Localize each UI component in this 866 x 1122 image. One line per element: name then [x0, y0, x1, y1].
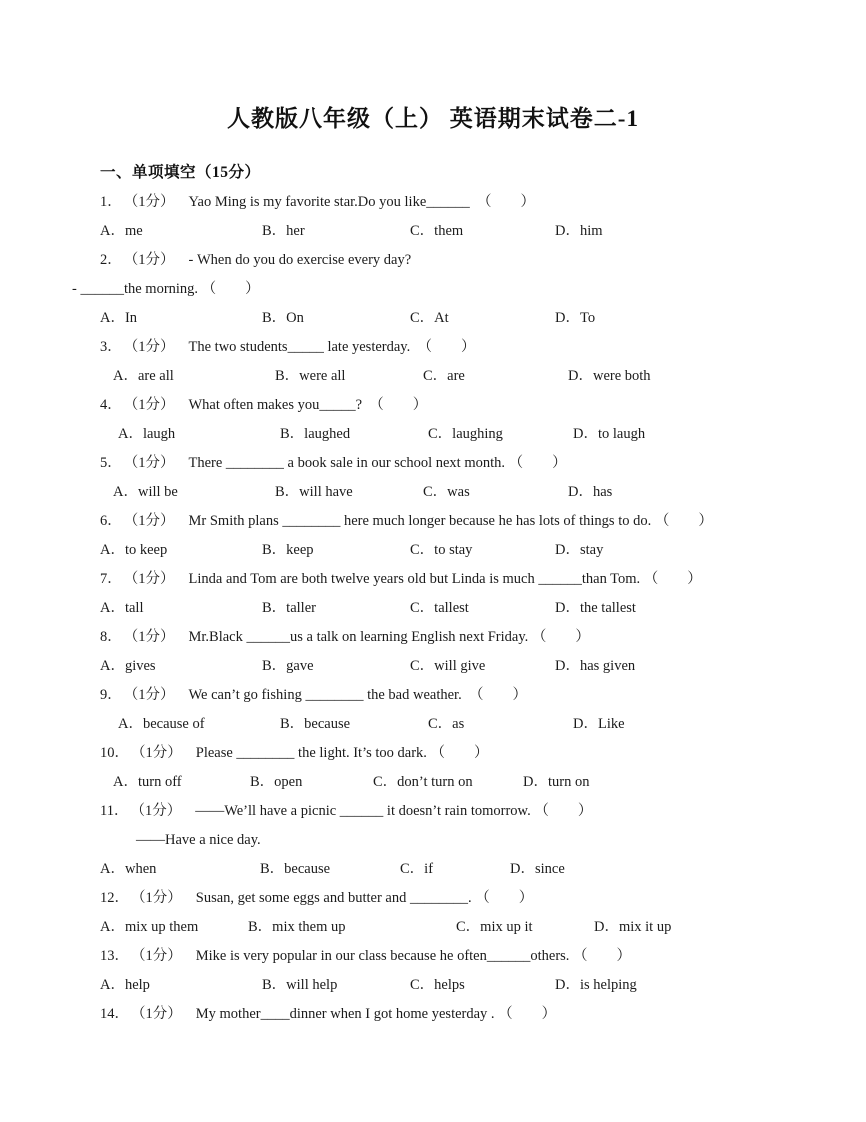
question-text: Yao Ming is my favorite star.Do you like______ （ ） [188, 194, 536, 210]
question-text: Please ________ the light. It’s too dark. （ ） [195, 745, 489, 761]
option-b: B．taller [262, 600, 316, 616]
option-a: A．gives [100, 658, 156, 674]
option-b: B．open [250, 774, 303, 790]
section-heading: 一、单项填空（15分） [100, 164, 261, 181]
question-number: 3． [100, 339, 122, 355]
question-11-stem-line2: ——Have a nice day. [136, 832, 261, 848]
option-a: A．laugh [118, 426, 176, 442]
question-text: Mr.Black ______us a talk on learning English next Friday. （ ） [188, 629, 590, 645]
question-text: There ________ a book sale in our school next month. （ ） [188, 455, 567, 471]
question-text: Susan, get some eggs and butter and ________. （ ） [195, 890, 534, 906]
question-number: 5． [100, 455, 122, 471]
question-text: We can’t go fishing ________ the bad weather. （ ） [188, 687, 527, 703]
option-a: A．tall [100, 600, 144, 616]
question-number: 4． [100, 397, 122, 413]
question-7-options [100, 599, 802, 617]
option-d: D．him [555, 223, 603, 239]
question-6-stem [100, 512, 802, 530]
question-9-stem [100, 686, 802, 704]
question-number: 6． [100, 513, 122, 529]
option-d: D．the tallest [555, 600, 636, 616]
option-b: B．because [280, 716, 351, 732]
question-score: （1分） [130, 803, 182, 819]
question-score: （1分） [123, 194, 175, 210]
question-text: Linda and Tom are both twelve years old but Linda is much ______than Tom. （ ） [188, 571, 702, 587]
question-list [72, 193, 802, 1023]
question-13 [100, 947, 802, 994]
question-3-stem [100, 338, 802, 356]
question-4-stem [100, 396, 802, 414]
option-a: A．help [100, 977, 150, 993]
question-6-options [100, 541, 802, 559]
option-d: D．were both [568, 368, 651, 384]
option-c: C．don’t turn on [373, 774, 473, 790]
question-text: Mike is very popular in our class because he often______others. （ ） [195, 948, 632, 964]
question-4-options [100, 425, 802, 443]
question-10-stem [100, 744, 802, 762]
question-12-stem [100, 889, 802, 907]
option-b: B．will help [262, 977, 338, 993]
question-text: - When do you do exercise every day? [188, 252, 412, 268]
option-c: C．tallest [410, 600, 469, 616]
question-text: ——We’ll have a picnic ______ it doesn’t rain tomorrow. （ ） [195, 803, 593, 819]
option-b: B．keep [262, 542, 314, 558]
option-c: C．helps [410, 977, 465, 993]
option-a: A．are all [113, 368, 174, 384]
question-2-stem [100, 251, 802, 269]
option-b: B．laughed [280, 426, 351, 442]
option-c: C．to stay [410, 542, 473, 558]
question-10-options [100, 773, 802, 791]
option-a: A．In [100, 310, 138, 326]
option-a: A．me [100, 223, 143, 239]
option-d: D．mix it up [594, 919, 672, 935]
option-b: B．mix them up [248, 919, 346, 935]
question-14 [100, 1005, 802, 1023]
option-d: D．Like [573, 716, 625, 732]
question-4 [100, 396, 802, 443]
question-1-options [100, 222, 802, 240]
question-13-options [100, 976, 802, 994]
option-c: C．mix up it [456, 919, 533, 935]
question-9-options [100, 715, 802, 733]
question-10 [100, 744, 802, 791]
question-score: （1分） [131, 890, 182, 906]
question-3 [100, 338, 802, 385]
question-score: （1分） [123, 629, 175, 645]
option-c: C．as [428, 716, 465, 732]
option-d: D．since [510, 861, 565, 877]
option-c: C．if [400, 861, 434, 877]
question-8 [100, 628, 802, 675]
question-1 [100, 193, 802, 240]
option-b: B．were all [275, 368, 346, 384]
question-score: （1分） [123, 513, 175, 529]
option-b: B．her [262, 223, 305, 239]
question-text: Mr Smith plans ________ here much longer because he has lots of things to do. （ ） [188, 513, 713, 529]
option-d: D．has given [555, 658, 636, 674]
question-score: （1分） [131, 1006, 182, 1022]
option-a: A．because of [118, 716, 205, 732]
question-score: （1分） [123, 687, 175, 703]
question-11-stem [100, 802, 802, 820]
question-11-options [100, 860, 802, 878]
option-a: A．when [100, 861, 157, 877]
question-number: 14． [100, 1006, 129, 1022]
question-8-options [100, 657, 802, 675]
question-text: My mother____dinner when I got home yesterday . （ ） [195, 1006, 557, 1022]
question-12-options [100, 918, 802, 936]
question-score: （1分） [123, 571, 175, 587]
question-number: 11． [100, 803, 129, 819]
option-a: A．turn off [113, 774, 182, 790]
question-13-stem [100, 947, 802, 965]
option-c: C．are [423, 368, 465, 384]
option-b: B．because [260, 861, 331, 877]
question-1-stem [100, 193, 802, 211]
question-2-options [100, 309, 802, 327]
option-d: D．stay [555, 542, 604, 558]
question-6 [100, 512, 802, 559]
question-7-stem [100, 570, 802, 588]
option-a: A．will be [113, 484, 178, 500]
question-score: （1分） [123, 339, 175, 355]
question-number: 8． [100, 629, 122, 645]
question-5-options [100, 483, 802, 501]
question-8-stem [100, 628, 802, 646]
option-c: C．laughing [428, 426, 503, 442]
option-d: D．has [568, 484, 613, 500]
question-score: （1分） [123, 455, 175, 471]
question-2 [72, 251, 802, 327]
option-b: B．will have [275, 484, 353, 500]
question-score: （1分） [123, 397, 175, 413]
option-c: C．was [423, 484, 470, 500]
question-5 [100, 454, 802, 501]
question-14-stem [100, 1005, 802, 1023]
question-score: （1分） [131, 745, 182, 761]
question-text: The two students_____ late yesterday. （ ） [188, 339, 476, 355]
question-number: 9． [100, 687, 122, 703]
question-score: （1分） [123, 252, 175, 268]
question-11 [100, 802, 802, 878]
question-12 [100, 889, 802, 936]
question-number: 10． [100, 745, 129, 761]
question-number: 13． [100, 948, 129, 964]
exam-title: 人教版八年级（上） 英语期末试卷二-1 [227, 106, 639, 131]
question-7 [100, 570, 802, 617]
option-a: A．mix up them [100, 919, 199, 935]
option-c: C．will give [410, 658, 486, 674]
option-d: D．turn on [523, 774, 590, 790]
question-9 [100, 686, 802, 733]
option-b: B．gave [262, 658, 314, 674]
question-number: 1． [100, 194, 122, 210]
question-number: 12． [100, 890, 129, 906]
question-5-stem [100, 454, 802, 472]
option-c: C．At [410, 310, 449, 326]
option-c: C．them [410, 223, 464, 239]
option-d: D．to laugh [573, 426, 646, 442]
option-a: A．to keep [100, 542, 168, 558]
option-d: D．To [555, 310, 596, 326]
question-number: 2． [100, 252, 122, 268]
option-b: B．On [262, 310, 304, 326]
question-score: （1分） [131, 948, 182, 964]
question-number: 7． [100, 571, 122, 587]
option-d: D．is helping [555, 977, 637, 993]
question-3-options [100, 367, 802, 385]
exam-content [0, 160, 866, 1023]
question-2-stem-line2: - ______the morning. （ ） [72, 281, 260, 297]
question-text: What often makes you_____? （ ） [188, 397, 428, 413]
